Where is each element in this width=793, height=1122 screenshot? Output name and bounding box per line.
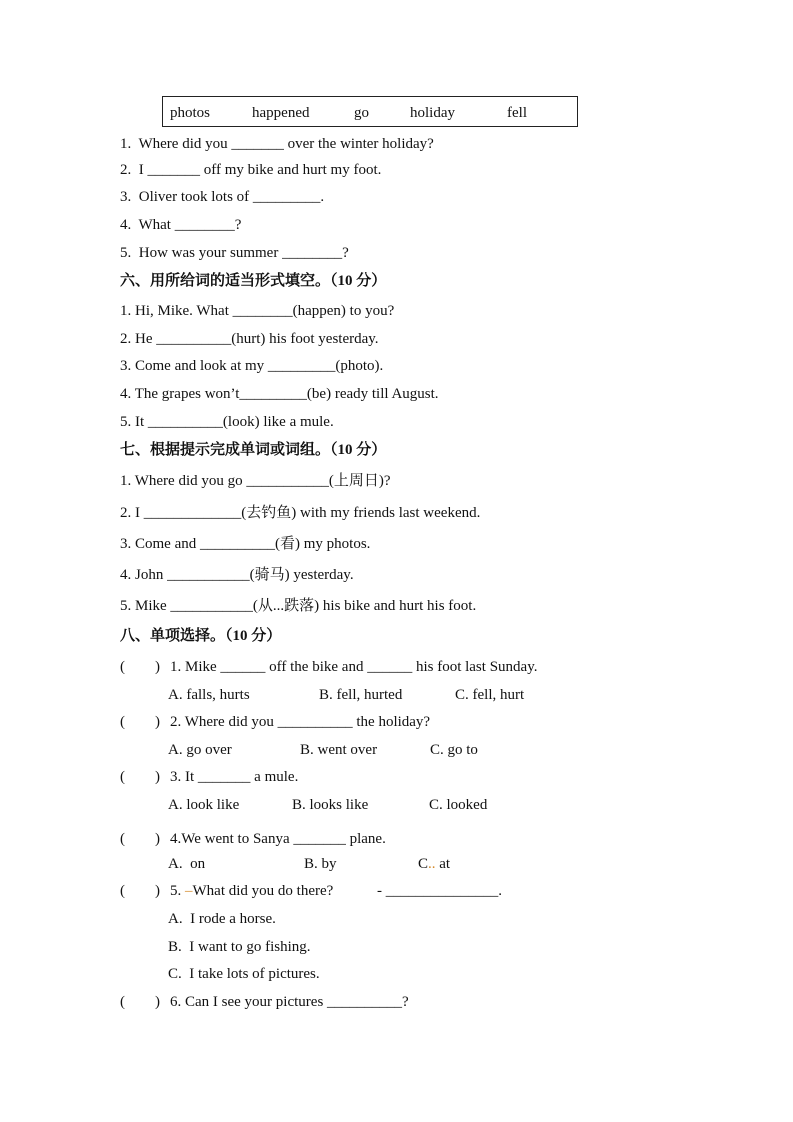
question-line: 5. It __________(look) like a mule. <box>120 414 334 430</box>
question-stem: 3. It _______ a mule. <box>170 769 299 785</box>
option: C. looked <box>429 797 488 813</box>
answer-bracket: ( ) <box>120 714 160 730</box>
question-stem: 4.We went to Sanya _______ plane. <box>170 831 386 847</box>
word-box-item: happened <box>252 105 310 121</box>
question-line: 3. Come and look at my _________(photo). <box>120 358 384 374</box>
answer-bracket: ( ) <box>120 994 160 1010</box>
section-title: 八、单项选择。（10 分） <box>120 628 282 644</box>
answer-bracket: ( ) <box>120 831 160 847</box>
option: B. went over <box>300 742 378 758</box>
option: A. I rode a horse. <box>168 911 276 927</box>
stem-dash-mark: – <box>185 883 193 899</box>
word-box-item: fell <box>507 105 527 121</box>
option: B. I want to go fishing. <box>168 939 311 955</box>
option-letter: C <box>418 856 429 872</box>
question-line: 1. Hi, Mike. What ________(happen) to you? <box>120 303 395 319</box>
option: A. go over <box>168 742 232 758</box>
option <box>418 855 450 873</box>
question-stem: 2. Where did you __________ the holiday? <box>170 714 431 730</box>
question-line: 4. The grapes won’t_________(be) ready till August. <box>120 386 439 402</box>
answer-bracket: ( ) <box>120 883 160 899</box>
question-line: 4. What ________? <box>120 217 242 233</box>
option: C. I take lots of pictures. <box>168 966 320 982</box>
section-title: 七、根据提示完成单词或词组。（10 分） <box>120 442 387 458</box>
stem-number: 5. <box>170 883 185 899</box>
option: A. on <box>168 856 206 872</box>
option: B. fell, hurted <box>319 687 403 703</box>
question-line: 2. I _____________(去钓鱼) with my friends last weekend. <box>120 505 481 521</box>
question-line: 3. Oliver took lots of _________. <box>120 189 325 205</box>
option: B. looks like <box>292 797 369 813</box>
question-line: 5. Mike ___________(从...跌落) his bike and hurt his foot. <box>120 598 477 614</box>
question-line: 3. Come and __________(看) my photos. <box>120 536 371 552</box>
answer-blank: - _______________. <box>377 883 502 899</box>
section-title: 六、用所给词的适当形式填空。（10 分） <box>120 273 387 289</box>
option: A. look like <box>168 797 240 813</box>
question-stem <box>170 882 333 900</box>
question-line: 4. John ___________(骑马) yesterday. <box>120 567 354 583</box>
word-box <box>162 96 578 127</box>
option: B. by <box>304 856 337 872</box>
question-stem: 1. Mike ______ off the bike and ______ his foot last Sunday. <box>170 659 538 675</box>
word-box-item: go <box>354 105 369 121</box>
answer-bracket: ( ) <box>120 769 160 785</box>
stem-text: What did you do there? <box>192 883 334 899</box>
question-line: 2. I _______ off my bike and hurt my foot. <box>120 162 382 178</box>
option-text: at <box>435 856 451 872</box>
question-stem: 6. Can I see your pictures __________? <box>170 994 409 1010</box>
question-line: 1. Where did you _______ over the winter holiday? <box>120 136 434 152</box>
option: A. falls, hurts <box>168 687 250 703</box>
question-line: 2. He __________(hurt) his foot yesterday. <box>120 331 379 347</box>
option: C. fell, hurt <box>455 687 525 703</box>
option-dot-mark: .. <box>428 856 436 872</box>
word-box-item: photos <box>170 105 211 121</box>
word-box-item: holiday <box>410 105 455 121</box>
question-line: 5. How was your summer ________? <box>120 245 349 261</box>
option: C. go to <box>430 742 478 758</box>
question-line: 1. Where did you go ___________(上周日)? <box>120 473 391 489</box>
answer-bracket: ( ) <box>120 659 160 675</box>
